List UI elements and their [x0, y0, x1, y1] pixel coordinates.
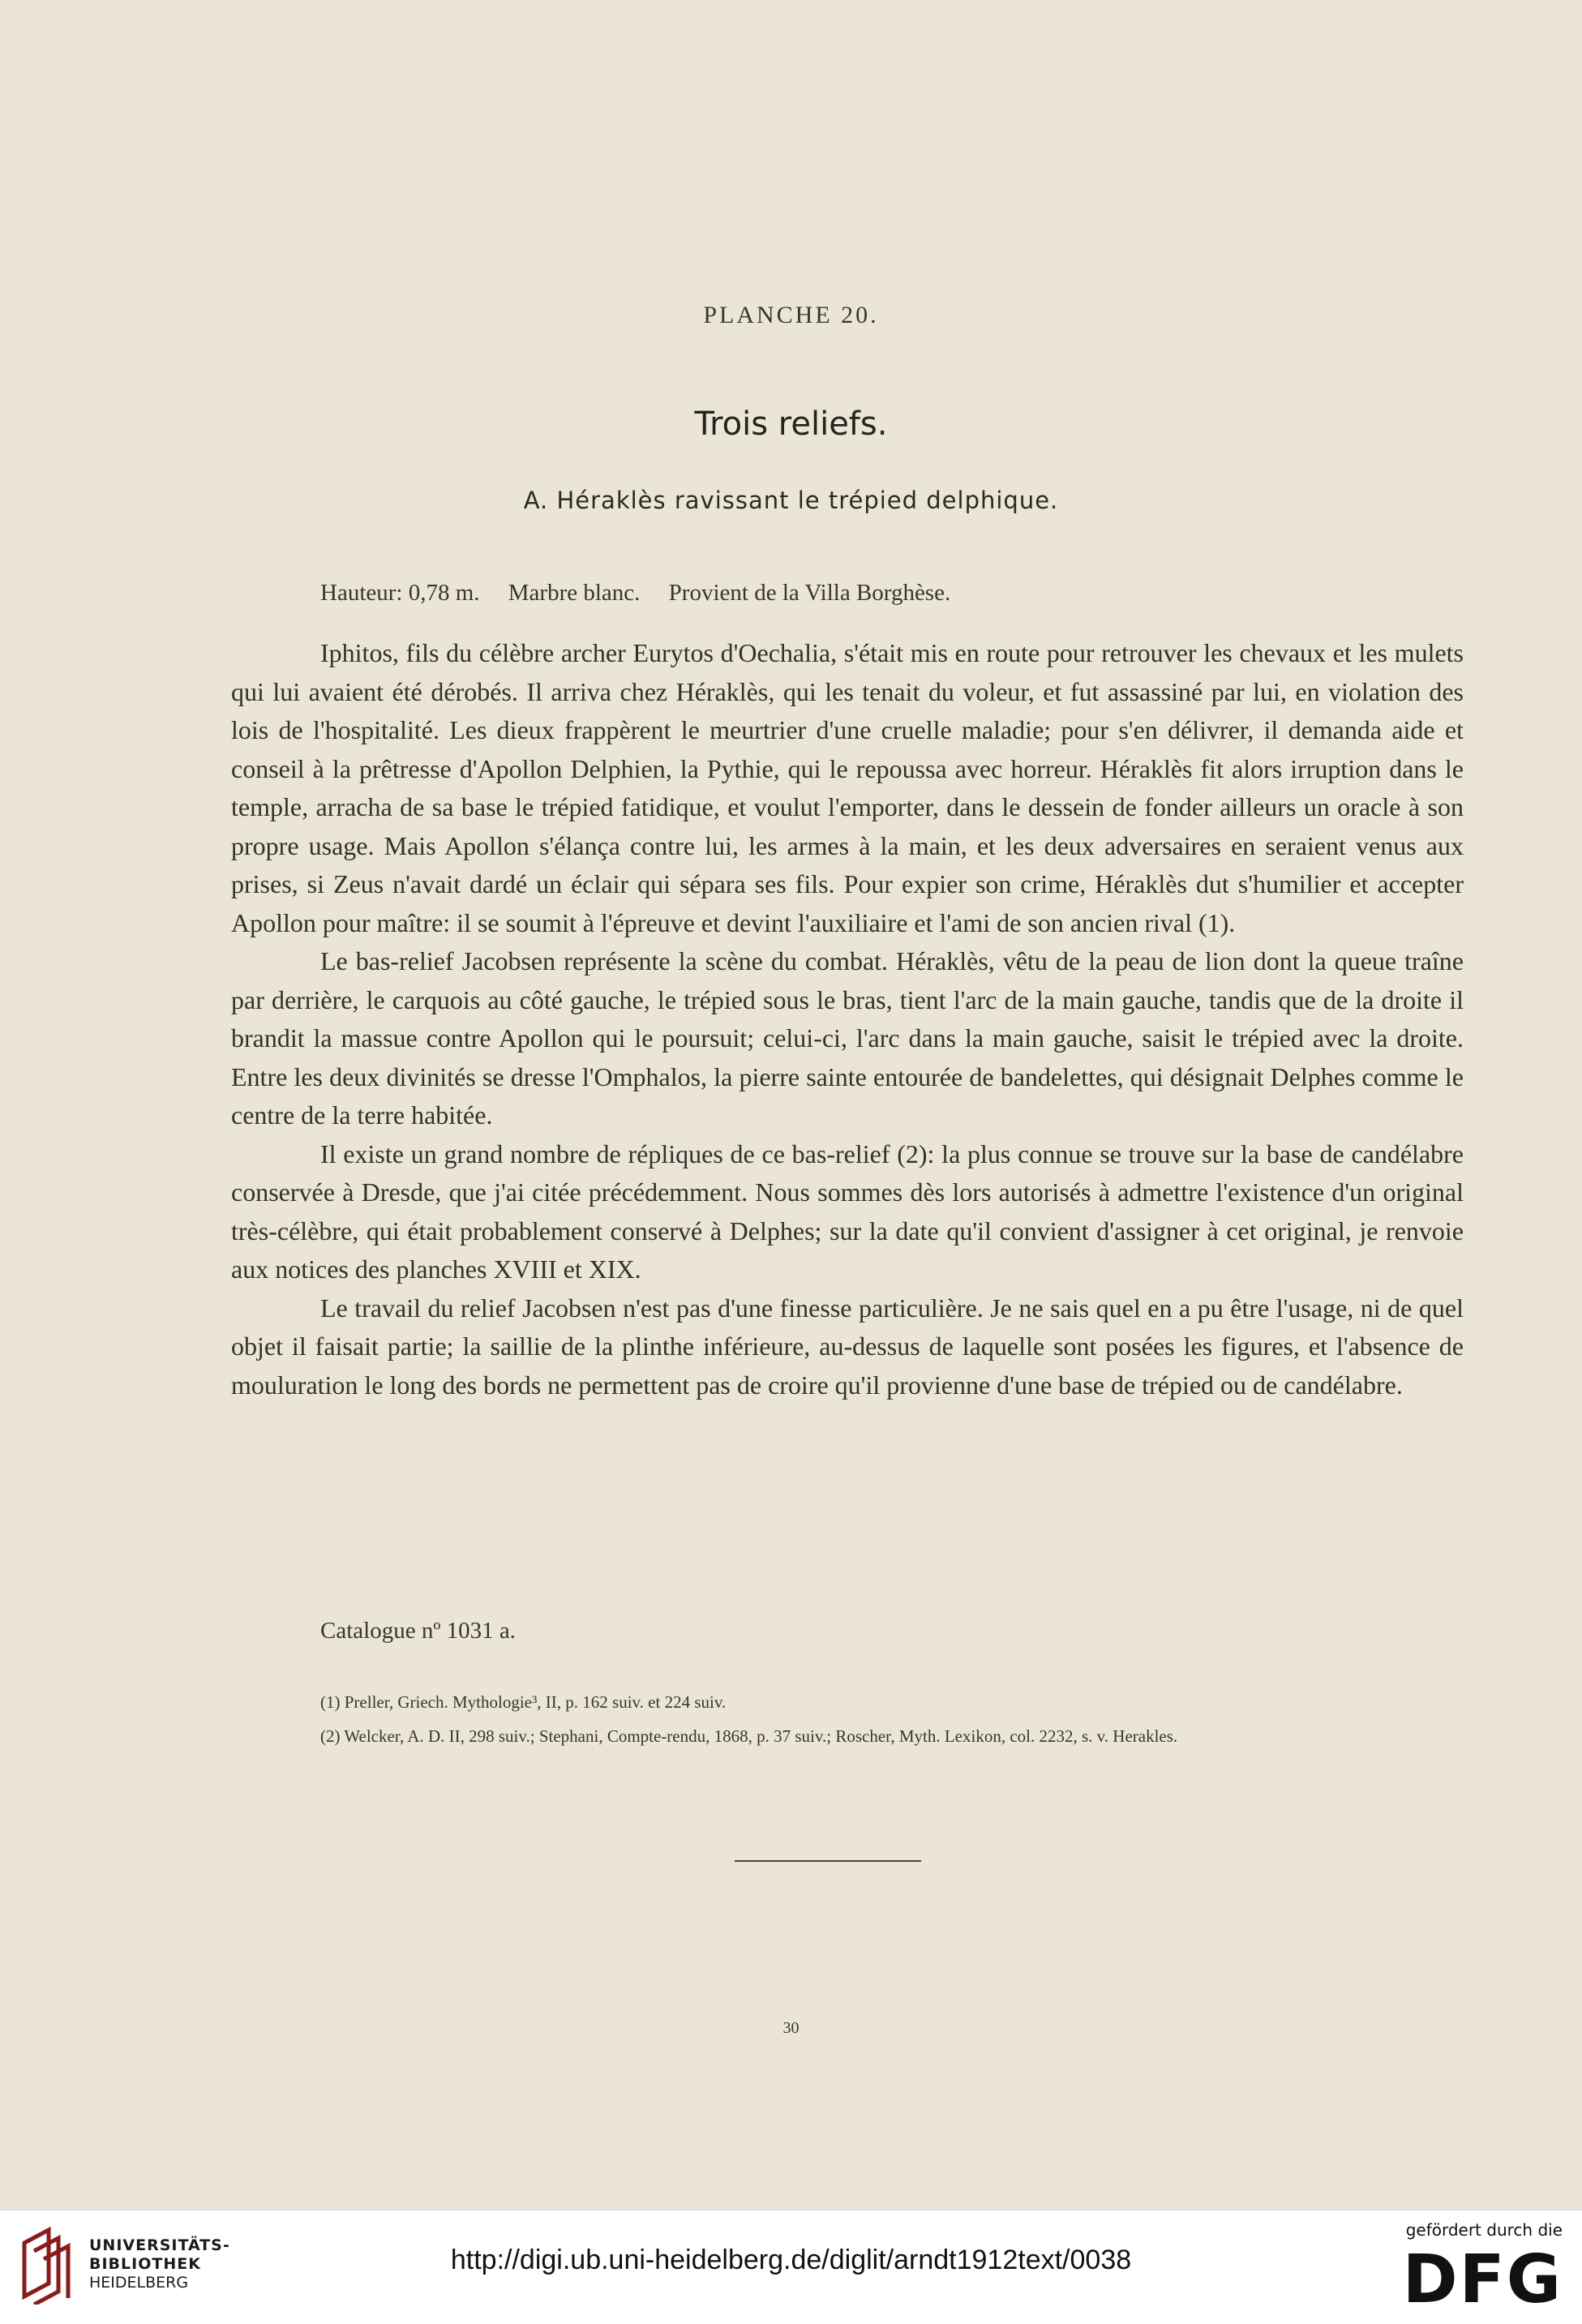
- footnotes: [320, 1685, 1472, 1753]
- plate-number: PLANCHE 20.: [703, 302, 879, 328]
- footnote-2: (2) Welcker, A. D. II, 298 suiv.; Stephani, Compte-rendu, 1868, p. 37 suiv.; Roscher, Myth. Lexikon, col. 2232, s. v. Herakles.: [320, 1726, 1178, 1746]
- material-value: Marbre blanc.: [508, 580, 641, 606]
- object-metadata: [320, 580, 1472, 607]
- height-value: Hauteur: 0,78 m.: [320, 580, 480, 606]
- paragraph: Le bas-relief Jacobsen représente la scène du combat. Héraklès, vêtu de la peau de lion dont la queue traîne par derrière, le carquois au côté gauche, le trépied sous le bras, tient l'arc de la main gauche, tandis que de la droite il brandit la massue contre Apollon qui le poursuit; celui-ci, l'arc dans la main gauche, saisit le trépied avec la droite. Entre les deux divinités se dresse l'Omphalos, la pierre sainte entourée de bandelettes, qui désignait Delphes comme le centre de la terre habitée.: [231, 946, 1464, 1130]
- permalink-url[interactable]: http://digi.ub.uni-heidelberg.de/diglit/arndt1912text/0038: [450, 2245, 1132, 2275]
- catalogue-number: Catalogue nº 1031 a.: [320, 1618, 516, 1644]
- library-name[interactable]: UNIVERSITÄTS- BIBLIOTHEK HEIDELBERG: [89, 2236, 230, 2292]
- paragraph: Il existe un grand nombre de répliques de ce bas-relief (2): la plus connue se trouve sur la base de candélabre conservée à Dresde, que j'ai citée précédemment. Nous sommes dès lors autorisés à admettre l'existence d'un original très-célèbre, qui était probablement conservé à Delphes; sur la date qu'il convient d'assigner à cet original, je renvoie aux notices des planches XVIII et XIX.: [231, 1138, 1464, 1284]
- body-text: [231, 634, 1464, 1404]
- section-subtitle: A. Héraklès ravissant le trépied delphique.: [523, 487, 1059, 514]
- page-title: Trois reliefs.: [694, 405, 888, 443]
- dfg-logo[interactable]: DFG: [1402, 2241, 1563, 2318]
- paragraph: Le travail du relief Jacobsen n'est pas d'une finesse particulière. Je ne sais quel en a pu être l'usage, ni de quel objet il faisait partie; la saillie de la plinthe inférieure, au-dessus de laquelle sont posées les figures, et l'absence de mouluration le long des bords ne permettent pas de croire qu'il provienne d'une base de trépied ou de candélabre.: [231, 1293, 1464, 1400]
- footnote-1: (1) Preller, Griech. Mythologie³, II, p. 162 suiv. et 224 suiv.: [320, 1692, 727, 1712]
- provenance-value: Provient de la Villa Borghèse.: [668, 580, 951, 606]
- paragraph: Iphitos, fils du célèbre archer Eurytos d'Oechalia, s'était mis en route pour retrouver les chevaux et les mulets qui lui avaient été dérobés. Il arriva chez Héraklès, qui les tenait du voleur, et fut assassiné par lui, en violation des lois de l'hospitalité. Les dieux frappèrent le meurtrier d'une cruelle maladie; pour s'en délivrer, il demanda aide et conseil à la prêtresse d'Apollon Delphien, la Pythie, qui le repoussa avec horreur. Héraklès fit alors irruption dans le temple, arracha de sa base le trépied fatidique, et voulut l'emporter, dans le dessein de fonder ailleurs un oracle à son propre usage. Mais Apollon s'élança contre lui, les armes à la main, et les deux adversaires en seraient venus aux prises, si Zeus n'avait dardé un éclair qui sépara ses fils. Pour expier son crime, Héraklès dut s'humilier et accepter Apollon pour maître: il se soumit à l'épreuve et devint l'auxiliaire et l'ami de son ancien rival (1).: [231, 638, 1464, 937]
- viewer-footer: [0, 2210, 1582, 2324]
- funding-label: gefördert durch die: [1405, 2220, 1563, 2240]
- page-number: 30: [782, 2019, 800, 2037]
- section-divider: [735, 1860, 921, 1862]
